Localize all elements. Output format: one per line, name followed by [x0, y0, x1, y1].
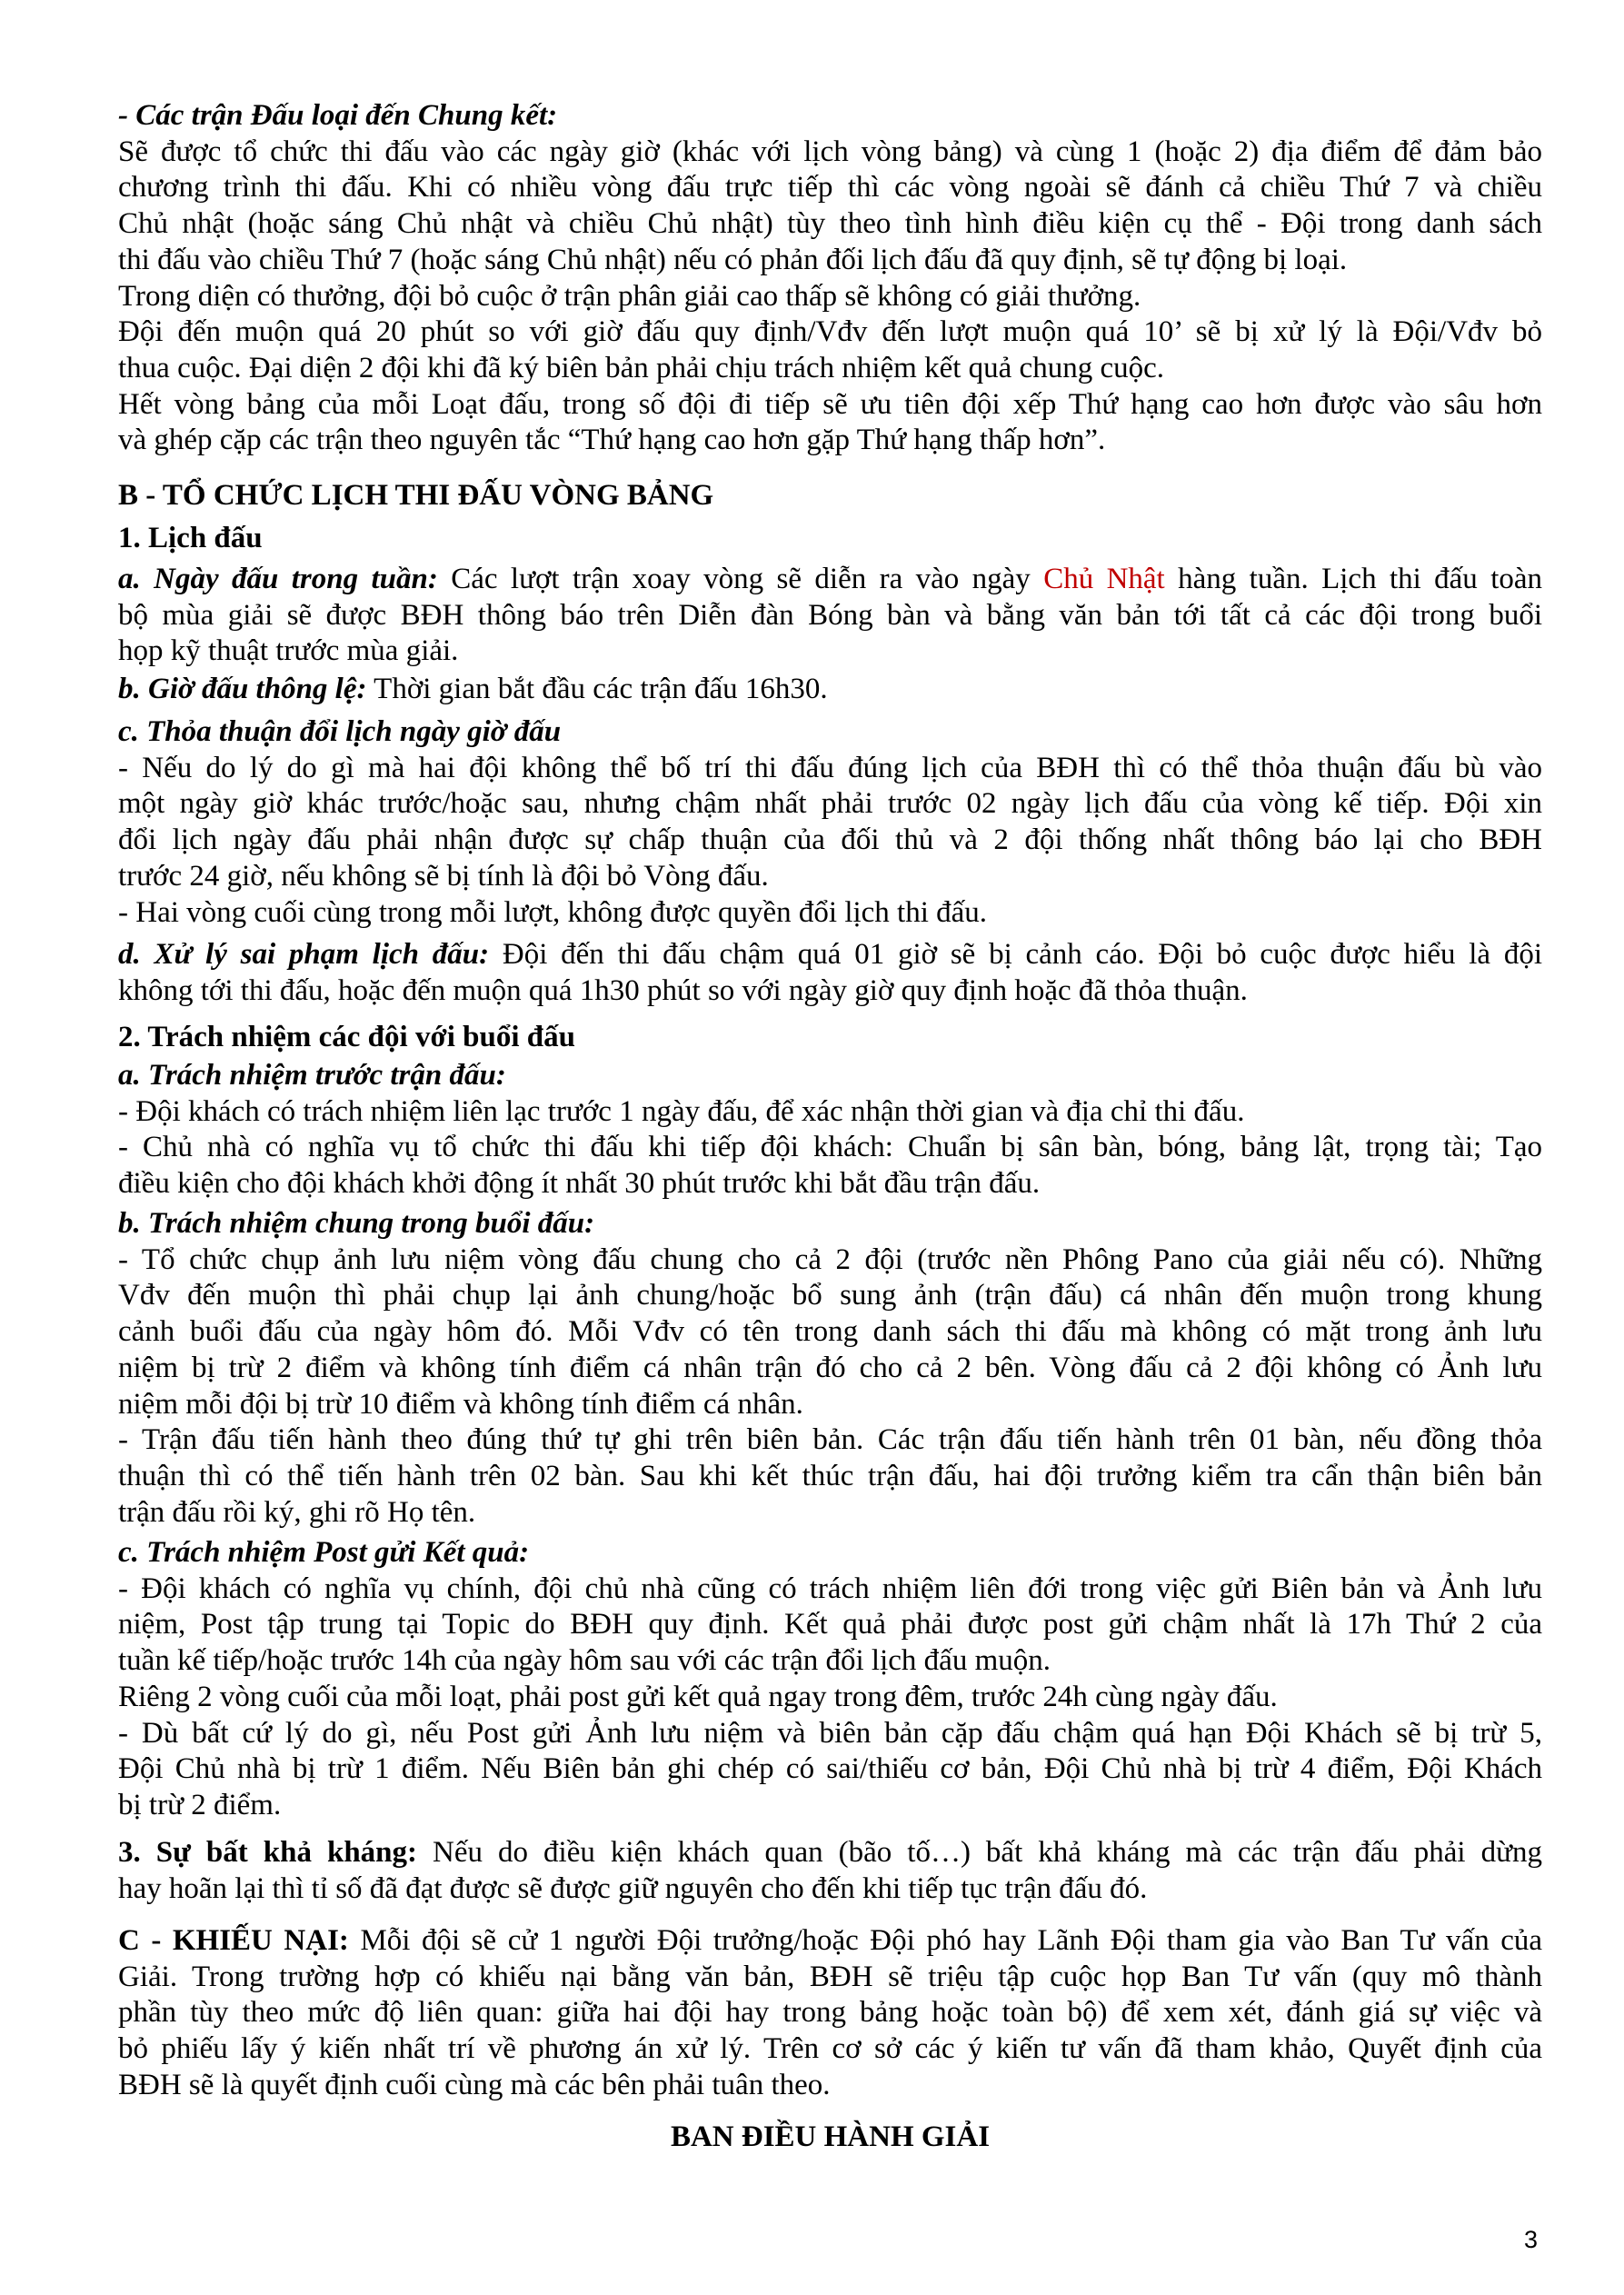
paragraph-line: thuận thì có thể tiến hành trên 02 bàn. Sau khi kết thúc trận đấu, hai đội trưởng kiểm tra cẩn thận biên bản — [118, 1459, 1542, 1492]
paragraph-line: đổi lịch ngày đấu phải nhận được sự chấp thuận của đối thủ và 2 đội thống nhất thông báo lại cho BĐH — [118, 823, 1542, 857]
paragraph-line: Hết vòng bảng của mỗi Loạt đấu, trong số đội đi tiếp sẽ ưu tiên đội xếp Thứ hạng cao hơn được vào sâu hơn — [118, 387, 1542, 421]
item-label: b. Trách nhiệm chung trong buổi đấu: — [118, 1207, 595, 1240]
paragraph-line: - Đội khách có nghĩa vụ chính, đội chủ nhà cũng có trách nhiệm liên đới trong việc gửi Biên bản và Ảnh lưu — [118, 1572, 1542, 1605]
paragraph-line: phần tùy theo mức độ liên quan: giữa hai đội hay trong bảng hoặc toàn bộ) để xem xét, đánh giá sự việc và — [118, 1996, 1542, 2030]
paragraph-line: - Đội khách có trách nhiệm liên lạc trước 1 ngày đấu, để xác nhận thời gian và địa chỉ thi đấu. — [118, 1094, 1245, 1128]
start-time-rule — [118, 672, 1542, 708]
paragraph-line: bị trừ 2 điểm. — [118, 1788, 282, 1821]
item-label: d. Xử lý sai phạm lịch đấu: — [118, 938, 490, 971]
paragraph-line: thi đấu vào chiều Thứ 7 (hoặc sáng Chủ nhật) nếu có phản đối lịch đấu đã quy định, sẽ tự động bị loại. — [118, 243, 1348, 276]
item-label: c. Trách nhiệm Post gửi Kết quả: — [118, 1536, 530, 1569]
paragraph-line: Trong diện có thưởng, đội bỏ cuộc ở trận phân giải cao thấp sẽ không có giải thưởng. — [118, 279, 1141, 313]
paragraph-line: hay hoãn lại thì tỉ số đã đạt được sẽ được giữ nguyên cho đến khi tiếp tục trận đấu đó. — [118, 1871, 1148, 1905]
paragraph-line: Chủ nhật (hoặc sáng Chủ nhật và chiều Chủ nhật) tùy theo tình hình điều kiện cụ thể - Đội trong danh sách — [118, 207, 1542, 241]
before-match-rule — [118, 1058, 1542, 1202]
paragraph-line: một ngày giờ khác trước/hoặc sau, nhưng chậm nhất phải trước 02 ngày lịch đấu của vòng kế tiếp. Đội xin — [118, 787, 1542, 821]
item-text: Thời gian bắt đầu các trận đấu 16h30. — [374, 673, 828, 705]
item-label: a. Ngày đấu trong tuần: — [118, 563, 438, 595]
paragraph-line: niệm, Post tập trung tại Topic do BĐH quy định. Kết quả phải được post gửi chậm nhất là 17h Thứ 2 của — [118, 1608, 1542, 1641]
highlight-sunday: Chủ Nhật — [1043, 563, 1165, 595]
paragraph-line: Sẽ được tổ chức thi đấu vào các ngày giờ (khác với lịch vòng bảng) và cùng 1 (hoặc 2) địa điểm để đảm bảo — [118, 135, 1542, 168]
paragraph-line: - Chủ nhà có nghĩa vụ tổ chức thi đấu khi tiếp đội khách: Chuẩn bị sân bàn, bóng, bảng lật, trọng tài; Tạo — [118, 1131, 1542, 1164]
paragraph-line: họp kỹ thuật trước mùa giải. — [118, 634, 459, 668]
item-text: Các lượt trận xoay vòng sẽ diễn ra vào ngày — [451, 563, 1031, 595]
page-number: 3 — [1523, 2226, 1538, 2253]
during-match-rule — [118, 1206, 1542, 1531]
post-results-rule — [118, 1535, 1542, 1824]
paragraph-line: trận đấu rồi ký, ghi rõ Họ tên. — [118, 1495, 476, 1529]
reschedule-rule — [118, 714, 1542, 931]
item-label: 3. Sự bất khả kháng: — [118, 1836, 418, 1869]
paragraph-line: Riêng 2 vòng cuối của mỗi loạt, phải post gửi kết quả ngay trong đêm, trước 24h cùng ngày đấu. — [118, 1680, 1278, 1713]
paragraph-line: và ghép cặp các trận theo nguyên tắc “Thứ hạng cao hơn gặp Thứ hạng thấp hơn”. — [118, 424, 1106, 457]
paragraph-line: - Dù bất cứ lý do gì, nếu Post gửi Ảnh lưu niệm và biên bản cặp đấu chậm quá hạn Đội Khách sẽ bị trừ 5, — [118, 1716, 1542, 1750]
item-text: hàng tuần. Lịch thi đấu toàn — [1178, 563, 1543, 595]
section-b-title: B - TỔ CHỨC LỊCH THI ĐẤU VÒNG BẢNG — [118, 479, 714, 512]
paragraph-line: - Hai vòng cuối cùng trong mỗi lượt, không được quyền đổi lịch thi đấu. — [118, 895, 988, 929]
paragraph-line: trước 24 giờ, nếu không sẽ bị tính là đội bỏ Vòng đấu. — [118, 859, 769, 893]
paragraph-line — [118, 672, 1542, 708]
schedule-title: 1. Lịch đấu — [118, 522, 263, 554]
knockout-rules — [118, 98, 1542, 459]
paragraph-line — [118, 1923, 1542, 1960]
paragraph-line: - Nếu do lý do gì mà hai đội không thể bố trí thi đấu đúng lịch của BĐH thì có thể thỏa thuận đấu bù vào — [118, 751, 1542, 784]
paragraph-line: chương trình thi đấu. Khi có nhiều vòng đấu trực tiếp thì các vòng ngoài sẽ đánh cả chiều Thứ 7 và chiều — [118, 171, 1542, 205]
paragraph-line: thua cuộc. Đại diện 2 đội khi đã ký biên bản phải chịu trách nhiệm kết quả chung cuộc. — [118, 351, 1164, 384]
knockout-heading: - Các trận Đấu loại đến Chung kết: — [118, 99, 558, 132]
paragraph-line: Vđv đến muộn thì phải chụp lại ảnh chung/hoặc bổ sung ảnh (trận đấu) cá nhân đến muộn trong khung — [118, 1279, 1542, 1312]
paragraph-line: niệm bị trừ 2 điểm và không tính điểm cá nhân trận đó cho cả 2 bên. Vòng đấu cả 2 đội không có Ảnh lưu — [118, 1351, 1542, 1384]
item-label: a. Trách nhiệm trước trận đấu: — [118, 1059, 506, 1092]
paragraph-line: cảnh buổi đấu của ngày hôm đó. Mỗi Vđv có tên trong danh sách thi đấu mà không có mặt trong ảnh lưu — [118, 1315, 1542, 1349]
force-majeure-rule — [118, 1835, 1542, 1907]
item-label: c. Thỏa thuận đổi lịch ngày giờ đấu — [118, 715, 562, 748]
paragraph-line — [118, 562, 1542, 598]
paragraph-line: niệm mỗi đội bị trừ 10 điểm và không tính điểm cá nhân. — [118, 1387, 803, 1421]
weekday-rule — [118, 562, 1542, 670]
paragraph-line — [118, 937, 1542, 973]
complaints-section — [118, 1923, 1542, 2104]
paragraph-line: - Trận đấu tiến hành theo đúng thứ tự ghi trên biên bản. Các trận đấu tiến hành trên 01 bàn, nếu đồng thỏa — [118, 1423, 1542, 1457]
paragraph-line: điều kiện cho đội khách khởi động ít nhất 30 phút trước khi bắt đầu trận đấu. — [118, 1167, 1041, 1201]
paragraph-line: BĐH sẽ là quyết định cuối cùng mà các bên phải tuân theo. — [118, 2068, 831, 2101]
item-text: Mỗi đội sẽ cử 1 người Đội trưởng/hoặc Đội phó hay Lãnh Đội tham gia vào Ban Tư vấn của — [360, 1924, 1543, 1957]
responsibilities-title: 2. Trách nhiệm các đội với buổi đấu — [118, 1021, 575, 1053]
item-text: Nếu do điều kiện khách quan (bão tố…) bất khả kháng mà các trận đấu phải dừng — [433, 1836, 1542, 1869]
paragraph-line: không tới thi đấu, hoặc đến muộn quá 1h30 phút so với ngày giờ quy định hoặc đã thỏa thuận. — [118, 973, 1248, 1007]
signature: BAN ĐIỀU HÀNH GIẢI — [670, 2120, 991, 2153]
paragraph-line: Đội đến muộn quá 20 phút so với giờ đấu quy định/Vđv đến lượt muộn quá 10’ sẽ bị xử lý là Đội/Vđv bỏ — [118, 315, 1542, 349]
item-label: b. Giờ đấu thông lệ: — [118, 673, 367, 705]
item-text: Đội đến thi đấu chậm quá 01 giờ sẽ bị cảnh cáo. Đội bỏ cuộc được hiểu là đội — [502, 938, 1543, 971]
paragraph-line: tuần kế tiếp/hoặc trước 14h của ngày hôm sau với các trận đổi lịch đấu muộn. — [118, 1644, 1051, 1678]
paragraph-line: Giải. Trong trường hợp có khiếu nại bằng văn bản, BĐH sẽ triệu tập cuộc họp Ban Tư vấn (quy mô thành — [118, 1960, 1542, 1993]
violations-rule — [118, 937, 1542, 1009]
paragraph-line — [118, 1835, 1542, 1871]
paragraph-line: Đội Chủ nhà bị trừ 1 điểm. Nếu Biên bản ghi chép có sai/thiếu cơ bản, Đội Chủ nhà bị trừ 4 điểm, Đội Khách — [118, 1752, 1542, 1786]
paragraph-line: - Tổ chức chụp ảnh lưu niệm vòng đấu chung cho cả 2 đội (trước nền Phông Pano của giải nếu có). Những — [118, 1242, 1542, 1276]
paragraph-line: bỏ phiếu lấy ý kiến nhất trí về phương án xử lý. Trên cơ sở các ý kiến tư vấn đã tham khảo, Quyết định của — [118, 2032, 1542, 2066]
section-c-label: C - KHIẾU NẠI: — [118, 1924, 349, 1957]
paragraph-line: bộ mùa giải sẽ được BĐH thông báo trên Diễn đàn Bóng bàn và bằng văn bản tới tất cả các đội trong buổi — [118, 598, 1542, 632]
